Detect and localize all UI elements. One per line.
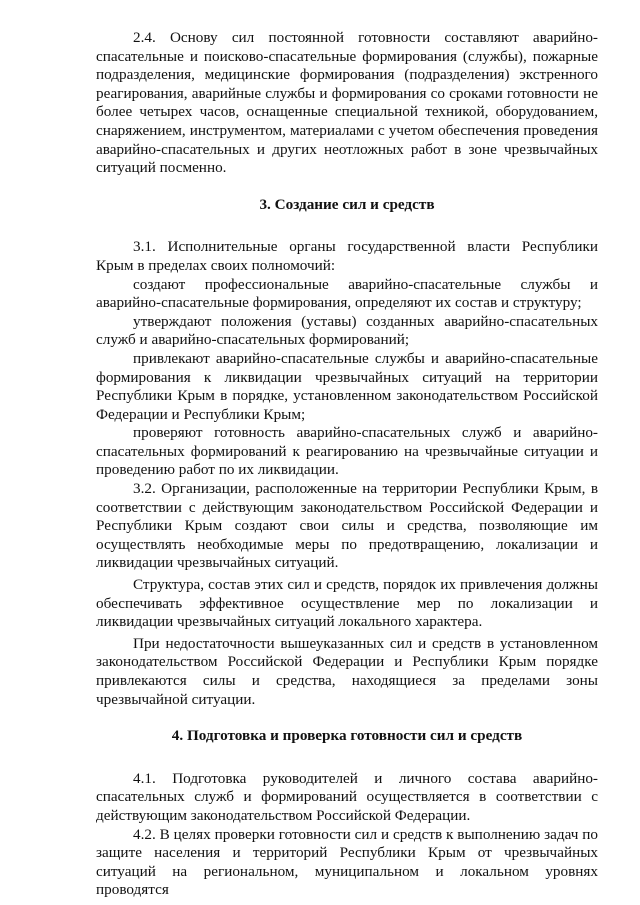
paragraph-3-1-approve: утверждают положения (уставы) созданных аварийно-спасательных служб и аварийно-спасательных формирований; [96,312,598,349]
paragraph-2-4: 2.4. Основу сил постоянной готовности составляют аварийно-спасательные и поисково-спасательные формирования (службы), пожарные подразделения, медицинские формирования (подразделения) экстренного реагирования, аварийные службы и формирования со сроками готовности не более четырех часов, оснащенные специальной техникой, оборудованием, снаряжением, инструментом, материалами с учетом обеспечения проведения аварийно-спасательных и других неотложных работ в зоне чрезвычайных ситуаций посменно. [96,29,598,177]
section-heading-3: 3. Создание сил и средств [259,195,435,213]
paragraph-4-2: 4.2. В целях проверки готовности сил и средств к выполнению задач по защите населения и территорий Республики Крым от чрезвычайных ситуаций на региональном, муниципальном и локальном уровнях проводятся [96,825,598,899]
paragraph-3-2-structure: Структура, состав этих сил и средств, порядок их привлечения должны обеспечивать эффективное осуществление мер по локализации и ликвидации чрезвычайных ситуаций локального характера. [96,576,598,631]
paragraph-3-1-engage: привлекают аварийно-спасательные службы и аварийно-спасательные формирования к ликвидации чрезвычайных ситуаций на территории Республики Крым в порядке, установленном законодательством Российской Федерации и Республики Крым; [96,349,598,423]
paragraph-4-1: 4.1. Подготовка руководителей и личного состава аварийно-спасательных служб и формирований осуществляется в соответствии с действующим законодательством Российской Федерации. [96,769,598,824]
paragraph-3-1: 3.1. Исполнительные органы государственной власти Республики Крым в пределах своих полномочий: [96,238,598,274]
paragraph-3-1-create: создают профессиональные аварийно-спасательные службы и аварийно-спасательные формирования, определяют их состав и структуру; [96,275,598,312]
paragraph-3-2-insufficient: При недостаточности вышеуказанных сил и средств в установленном законодательством Российской Федерации и Республики Крым порядке привлекаются силы и средства, находящиеся за пределами зоны чрезвычайной ситуации. [96,634,598,708]
paragraph-3-1-check: проверяют готовность аварийно-спасательных служб и аварийно-спасательных формирований к реагированию на чрезвычайные ситуации и проведению работ по их ликвидации. [96,424,598,479]
paragraph-3-2: 3.2. Организации, расположенные на территории Республики Крым, в соответствии с действующим законодательством Российской Федерации и Республики Крым создают свои силы и средства, позволяющие им осуществлять необходимые меры по предотвращению, локализации и ликвидации чрезвычайных ситуаций. [96,480,598,572]
document-body [96,29,598,900]
section-heading-4: 4. Подготовка и проверка готовности сил и средств [171,727,523,745]
